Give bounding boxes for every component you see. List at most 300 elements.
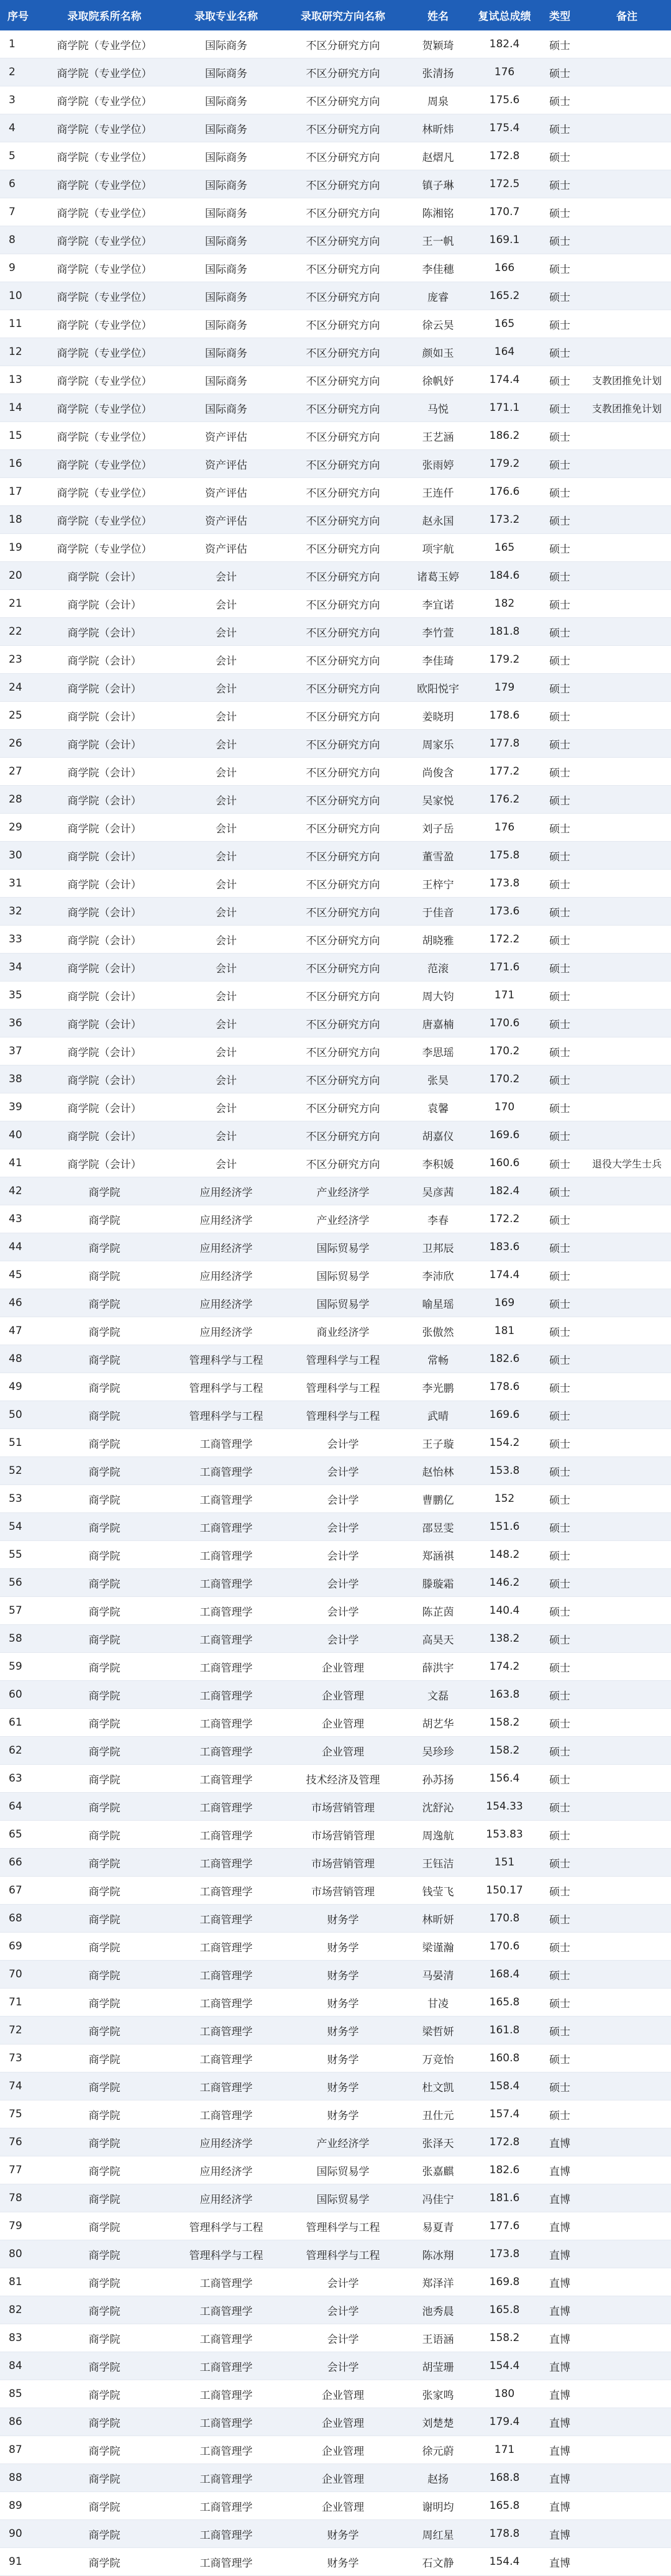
table-row <box>0 1513 671 1541</box>
cell-name: 胡晓雅 <box>404 926 472 954</box>
cell-seq: 59 <box>0 1653 39 1681</box>
cell-major: 国际商务 <box>170 58 282 86</box>
cell-direction: 不区分研究方向 <box>282 142 404 170</box>
cell-direction: 不区分研究方向 <box>282 1149 404 1177</box>
cell-note <box>583 1793 671 1821</box>
cell-major: 国际商务 <box>170 114 282 142</box>
cell-type: 硕士 <box>537 1625 583 1653</box>
cell-score: 182.4 <box>472 30 537 58</box>
cell-name: 周泉 <box>404 86 472 114</box>
table-row <box>0 1010 671 1037</box>
cell-seq: 80 <box>0 2240 39 2268</box>
cell-score: 181.6 <box>472 2184 537 2212</box>
cell-direction: 管理科学与工程 <box>282 1345 404 1373</box>
cell-type: 硕士 <box>537 1010 583 1037</box>
cell-department: 商学院 <box>39 1429 170 1457</box>
cell-name: 常畅 <box>404 1345 472 1373</box>
cell-note <box>583 1933 671 1961</box>
cell-direction: 产业经济学 <box>282 1205 404 1233</box>
table-row <box>0 2380 671 2408</box>
cell-name: 高昊天 <box>404 1625 472 1653</box>
cell-score: 165 <box>472 310 537 338</box>
cell-seq: 22 <box>0 618 39 646</box>
table-row <box>0 30 671 58</box>
cell-department: 商学院 <box>39 1205 170 1233</box>
cell-major: 工商管理学 <box>170 1737 282 1765</box>
cell-major: 工商管理学 <box>170 2408 282 2436</box>
cell-type: 硕士 <box>537 394 583 422</box>
cell-type: 直博 <box>537 2436 583 2464</box>
cell-direction: 企业管理 <box>282 1737 404 1765</box>
cell-seq: 90 <box>0 2520 39 2548</box>
cell-type: 硕士 <box>537 1429 583 1457</box>
cell-major: 国际商务 <box>170 30 282 58</box>
cell-seq: 50 <box>0 1401 39 1429</box>
cell-seq: 68 <box>0 1905 39 1933</box>
cell-type: 硕士 <box>537 1401 583 1429</box>
cell-score: 154.2 <box>472 1429 537 1457</box>
cell-note <box>583 1037 671 1065</box>
cell-type: 直博 <box>537 2520 583 2548</box>
cell-name: 谢明均 <box>404 2492 472 2520</box>
cell-direction: 不区分研究方向 <box>282 478 404 506</box>
cell-type: 硕士 <box>537 1317 583 1345</box>
cell-major: 会计 <box>170 1037 282 1065</box>
cell-seq: 37 <box>0 1037 39 1065</box>
cell-score: 177.8 <box>472 730 537 758</box>
cell-direction: 企业管理 <box>282 2464 404 2492</box>
table-row <box>0 1261 671 1289</box>
table-row <box>0 1205 671 1233</box>
cell-score: 172.8 <box>472 2128 537 2156</box>
cell-seq: 53 <box>0 1485 39 1513</box>
cell-major: 工商管理学 <box>170 2352 282 2380</box>
cell-major: 工商管理学 <box>170 1653 282 1681</box>
cell-note <box>583 1373 671 1401</box>
cell-score: 173.8 <box>472 870 537 898</box>
cell-department: 商学院 <box>39 1821 170 1849</box>
cell-name: 冯佳宁 <box>404 2184 472 2212</box>
cell-department: 商学院（会计） <box>39 898 170 926</box>
cell-major: 资产评估 <box>170 478 282 506</box>
cell-major: 工商管理学 <box>170 1709 282 1737</box>
cell-note <box>583 58 671 86</box>
cell-seq: 88 <box>0 2464 39 2492</box>
cell-score: 165.8 <box>472 2296 537 2324</box>
table-row <box>0 1905 671 1933</box>
cell-score: 168.8 <box>472 2464 537 2492</box>
cell-department: 商学院 <box>39 1261 170 1289</box>
cell-type: 硕士 <box>537 1765 583 1793</box>
cell-type: 硕士 <box>537 590 583 618</box>
cell-score: 160.8 <box>472 2045 537 2072</box>
cell-department: 商学院（专业学位） <box>39 506 170 534</box>
cell-department: 商学院 <box>39 1373 170 1401</box>
cell-note <box>583 170 671 198</box>
cell-direction: 不区分研究方向 <box>282 898 404 926</box>
cell-name: 刘子岳 <box>404 814 472 842</box>
table-row <box>0 422 671 450</box>
cell-direction: 财务学 <box>282 1905 404 1933</box>
cell-major: 工商管理学 <box>170 2464 282 2492</box>
table-row <box>0 2324 671 2352</box>
cell-direction: 管理科学与工程 <box>282 2240 404 2268</box>
cell-note <box>583 1010 671 1037</box>
cell-note <box>583 114 671 142</box>
cell-score: 138.2 <box>472 1625 537 1653</box>
cell-department: 商学院（会计） <box>39 702 170 730</box>
cell-score: 174.4 <box>472 366 537 394</box>
table-row <box>0 758 671 786</box>
cell-seq: 87 <box>0 2436 39 2464</box>
cell-department: 商学院 <box>39 2184 170 2212</box>
cell-name: 张嘉麒 <box>404 2156 472 2184</box>
cell-score: 176.2 <box>472 786 537 814</box>
cell-department: 商学院（专业学位） <box>39 226 170 254</box>
cell-department: 商学院（专业学位） <box>39 282 170 310</box>
cell-seq: 42 <box>0 1177 39 1205</box>
cell-type: 硕士 <box>537 366 583 394</box>
cell-department: 商学院 <box>39 2408 170 2436</box>
cell-department: 商学院（专业学位） <box>39 114 170 142</box>
cell-department: 商学院 <box>39 1737 170 1765</box>
table-row <box>0 702 671 730</box>
cell-type: 硕士 <box>537 30 583 58</box>
cell-type: 硕士 <box>537 926 583 954</box>
cell-major: 会计 <box>170 758 282 786</box>
cell-direction: 不区分研究方向 <box>282 450 404 478</box>
table-row <box>0 1877 671 1905</box>
cell-name: 万竞怡 <box>404 2045 472 2072</box>
cell-direction: 国际贸易学 <box>282 1233 404 1261</box>
cell-note: 支教团推免计划 <box>583 366 671 394</box>
cell-score: 170.2 <box>472 1065 537 1093</box>
table-row <box>0 1625 671 1653</box>
cell-direction: 不区分研究方向 <box>282 534 404 562</box>
cell-type: 硕士 <box>537 1289 583 1317</box>
cell-direction: 企业管理 <box>282 1709 404 1737</box>
cell-direction: 不区分研究方向 <box>282 674 404 702</box>
cell-note <box>583 1877 671 1905</box>
cell-note <box>583 590 671 618</box>
cell-score: 173.8 <box>472 2240 537 2268</box>
table-row <box>0 2296 671 2324</box>
cell-note <box>583 2072 671 2100</box>
table-row <box>0 2212 671 2240</box>
table-row <box>0 1793 671 1821</box>
cell-direction: 财务学 <box>282 2072 404 2100</box>
cell-department: 商学院（专业学位） <box>39 534 170 562</box>
cell-department: 商学院 <box>39 1485 170 1513</box>
cell-name: 王语涵 <box>404 2324 472 2352</box>
cell-department: 商学院 <box>39 1177 170 1205</box>
cell-type: 硕士 <box>537 1121 583 1149</box>
cell-major: 管理科学与工程 <box>170 1373 282 1401</box>
cell-department: 商学院（会计） <box>39 926 170 954</box>
cell-seq: 73 <box>0 2045 39 2072</box>
cell-direction: 管理科学与工程 <box>282 2212 404 2240</box>
cell-major: 会计 <box>170 702 282 730</box>
cell-note <box>583 1457 671 1485</box>
cell-seq: 21 <box>0 590 39 618</box>
cell-direction: 市场营销管理 <box>282 1849 404 1877</box>
cell-department: 商学院 <box>39 2100 170 2128</box>
cell-department: 商学院 <box>39 1513 170 1541</box>
cell-major: 会计 <box>170 1065 282 1093</box>
cell-department: 商学院 <box>39 1877 170 1905</box>
cell-major: 工商管理学 <box>170 1989 282 2017</box>
cell-score: 170.7 <box>472 198 537 226</box>
cell-name: 项宇航 <box>404 534 472 562</box>
cell-note <box>583 1485 671 1513</box>
cell-type: 硕士 <box>537 2100 583 2128</box>
cell-type: 硕士 <box>537 562 583 590</box>
table-row <box>0 1849 671 1877</box>
cell-note <box>583 1233 671 1261</box>
cell-score: 158.2 <box>472 1737 537 1765</box>
cell-major: 工商管理学 <box>170 1793 282 1821</box>
cell-seq: 56 <box>0 1569 39 1597</box>
cell-score: 174.4 <box>472 1261 537 1289</box>
cell-direction: 企业管理 <box>282 2408 404 2436</box>
cell-type: 硕士 <box>537 1737 583 1765</box>
table-row <box>0 1093 671 1121</box>
cell-type: 硕士 <box>537 1065 583 1093</box>
cell-department: 商学院（会计） <box>39 842 170 870</box>
cell-department: 商学院 <box>39 2352 170 2380</box>
cell-department: 商学院（专业学位） <box>39 366 170 394</box>
cell-name: 赵熠凡 <box>404 142 472 170</box>
table-row <box>0 562 671 590</box>
cell-seq: 9 <box>0 254 39 282</box>
cell-department: 商学院 <box>39 1345 170 1373</box>
cell-score: 179.2 <box>472 450 537 478</box>
cell-department: 商学院（会计） <box>39 618 170 646</box>
table-row <box>0 226 671 254</box>
cell-note <box>583 142 671 170</box>
table-row <box>0 2268 671 2296</box>
table-row <box>0 1177 671 1205</box>
cell-note <box>583 1317 671 1345</box>
table-row <box>0 646 671 674</box>
cell-seq: 81 <box>0 2268 39 2296</box>
cell-seq: 32 <box>0 898 39 926</box>
cell-direction: 不区分研究方向 <box>282 1065 404 1093</box>
table-row <box>0 2408 671 2436</box>
cell-note <box>583 982 671 1010</box>
cell-direction: 不区分研究方向 <box>282 338 404 366</box>
cell-direction: 不区分研究方向 <box>282 422 404 450</box>
cell-seq: 82 <box>0 2296 39 2324</box>
cell-major: 会计 <box>170 590 282 618</box>
cell-score: 154.4 <box>472 2352 537 2380</box>
cell-seq: 55 <box>0 1541 39 1569</box>
cell-department: 商学院 <box>39 1457 170 1485</box>
cell-direction: 国际贸易学 <box>282 1261 404 1289</box>
table-row <box>0 674 671 702</box>
cell-name: 王子璇 <box>404 1429 472 1457</box>
cell-major: 国际商务 <box>170 142 282 170</box>
cell-name: 于佳音 <box>404 898 472 926</box>
table-row <box>0 814 671 842</box>
cell-department: 商学院（会计） <box>39 646 170 674</box>
cell-seq: 7 <box>0 198 39 226</box>
cell-name: 赵扬 <box>404 2464 472 2492</box>
table-row <box>0 954 671 982</box>
cell-major: 会计 <box>170 870 282 898</box>
cell-seq: 28 <box>0 786 39 814</box>
cell-note <box>583 2045 671 2072</box>
table-row <box>0 870 671 898</box>
cell-name: 陈芷茵 <box>404 1597 472 1625</box>
cell-name: 林昕炜 <box>404 114 472 142</box>
cell-name: 张泽天 <box>404 2128 472 2156</box>
cell-seq: 63 <box>0 1765 39 1793</box>
cell-major: 国际商务 <box>170 170 282 198</box>
cell-department: 商学院（会计） <box>39 562 170 590</box>
cell-score: 164 <box>472 338 537 366</box>
cell-note <box>583 2492 671 2520</box>
cell-note: 支教团推免计划 <box>583 394 671 422</box>
cell-name: 梁谨瀚 <box>404 1933 472 1961</box>
cell-type: 硕士 <box>537 702 583 730</box>
cell-type: 直博 <box>537 2212 583 2240</box>
cell-name: 曹鹏亿 <box>404 1485 472 1513</box>
cell-major: 国际商务 <box>170 366 282 394</box>
cell-major: 会计 <box>170 898 282 926</box>
cell-note <box>583 2100 671 2128</box>
cell-seq: 18 <box>0 506 39 534</box>
table-row <box>0 478 671 506</box>
cell-name: 杜文凯 <box>404 2072 472 2100</box>
cell-score: 153.83 <box>472 1821 537 1849</box>
cell-seq: 89 <box>0 2492 39 2520</box>
cell-major: 资产评估 <box>170 534 282 562</box>
cell-seq: 51 <box>0 1429 39 1457</box>
cell-direction: 企业管理 <box>282 2380 404 2408</box>
cell-note <box>583 1961 671 1989</box>
cell-direction: 不区分研究方向 <box>282 562 404 590</box>
cell-type: 硕士 <box>537 86 583 114</box>
cell-major: 工商管理学 <box>170 1569 282 1597</box>
cell-direction: 不区分研究方向 <box>282 198 404 226</box>
cell-direction: 企业管理 <box>282 2436 404 2464</box>
table-row <box>0 450 671 478</box>
cell-seq: 33 <box>0 926 39 954</box>
cell-name: 王钰洁 <box>404 1849 472 1877</box>
cell-department: 商学院 <box>39 2520 170 2548</box>
cell-type: 硕士 <box>537 2017 583 2045</box>
table-row <box>0 2492 671 2520</box>
cell-seq: 5 <box>0 142 39 170</box>
cell-major: 应用经济学 <box>170 2184 282 2212</box>
cell-direction: 不区分研究方向 <box>282 814 404 842</box>
cell-department: 商学院 <box>39 1849 170 1877</box>
cell-note <box>583 1121 671 1149</box>
cell-department: 商学院 <box>39 2156 170 2184</box>
cell-department: 商学院（会计） <box>39 758 170 786</box>
cell-major: 工商管理学 <box>170 2100 282 2128</box>
cell-department: 商学院 <box>39 1541 170 1569</box>
cell-direction: 会计学 <box>282 1513 404 1541</box>
cell-type: 硕士 <box>537 114 583 142</box>
cell-note <box>583 534 671 562</box>
cell-type: 硕士 <box>537 1205 583 1233</box>
cell-note <box>583 422 671 450</box>
table-row <box>0 254 671 282</box>
cell-type: 硕士 <box>537 618 583 646</box>
cell-direction: 不区分研究方向 <box>282 506 404 534</box>
table-row <box>0 1597 671 1625</box>
cell-department: 商学院 <box>39 2296 170 2324</box>
cell-direction: 商业经济学 <box>282 1317 404 1345</box>
cell-name: 胡莹珊 <box>404 2352 472 2380</box>
cell-type: 硕士 <box>537 506 583 534</box>
cell-major: 应用经济学 <box>170 1233 282 1261</box>
cell-seq: 11 <box>0 310 39 338</box>
cell-note <box>583 2464 671 2492</box>
cell-direction: 企业管理 <box>282 1653 404 1681</box>
cell-score: 170.6 <box>472 1010 537 1037</box>
cell-major: 会计 <box>170 730 282 758</box>
cell-name: 梁哲妍 <box>404 2017 472 2045</box>
cell-seq: 16 <box>0 450 39 478</box>
cell-score: 165.8 <box>472 1989 537 2017</box>
cell-direction: 不区分研究方向 <box>282 702 404 730</box>
table-row <box>0 394 671 422</box>
cell-major: 工商管理学 <box>170 1765 282 1793</box>
cell-note <box>583 1765 671 1793</box>
cell-name: 王梓宁 <box>404 870 472 898</box>
cell-name: 周红星 <box>404 2520 472 2548</box>
cell-department: 商学院（会计） <box>39 870 170 898</box>
table-row <box>0 1681 671 1709</box>
cell-name: 胡嘉仪 <box>404 1121 472 1149</box>
cell-name: 赵永国 <box>404 506 472 534</box>
cell-seq: 14 <box>0 394 39 422</box>
cell-score: 170.2 <box>472 1037 537 1065</box>
cell-major: 应用经济学 <box>170 1205 282 1233</box>
cell-direction: 会计学 <box>282 1625 404 1653</box>
cell-department: 商学院（专业学位） <box>39 30 170 58</box>
cell-type: 硕士 <box>537 842 583 870</box>
cell-major: 资产评估 <box>170 422 282 450</box>
cell-type: 硕士 <box>537 1709 583 1737</box>
cell-note <box>583 730 671 758</box>
cell-score: 170 <box>472 1093 537 1121</box>
cell-seq: 83 <box>0 2324 39 2352</box>
cell-major: 会计 <box>170 646 282 674</box>
cell-major: 会计 <box>170 982 282 1010</box>
cell-direction: 市场营销管理 <box>282 1793 404 1821</box>
cell-score: 140.4 <box>472 1597 537 1625</box>
cell-note <box>583 758 671 786</box>
cell-seq: 20 <box>0 562 39 590</box>
cell-department: 商学院 <box>39 1933 170 1961</box>
cell-note <box>583 842 671 870</box>
cell-direction: 会计学 <box>282 2296 404 2324</box>
cell-score: 160.6 <box>472 1149 537 1177</box>
cell-major: 应用经济学 <box>170 1289 282 1317</box>
cell-note <box>583 2156 671 2184</box>
cell-score: 161.8 <box>472 2017 537 2045</box>
cell-direction: 不区分研究方向 <box>282 366 404 394</box>
cell-name: 庞睿 <box>404 282 472 310</box>
cell-note <box>583 1905 671 1933</box>
cell-type: 直博 <box>537 2408 583 2436</box>
cell-seq: 30 <box>0 842 39 870</box>
cell-score: 148.2 <box>472 1541 537 1569</box>
